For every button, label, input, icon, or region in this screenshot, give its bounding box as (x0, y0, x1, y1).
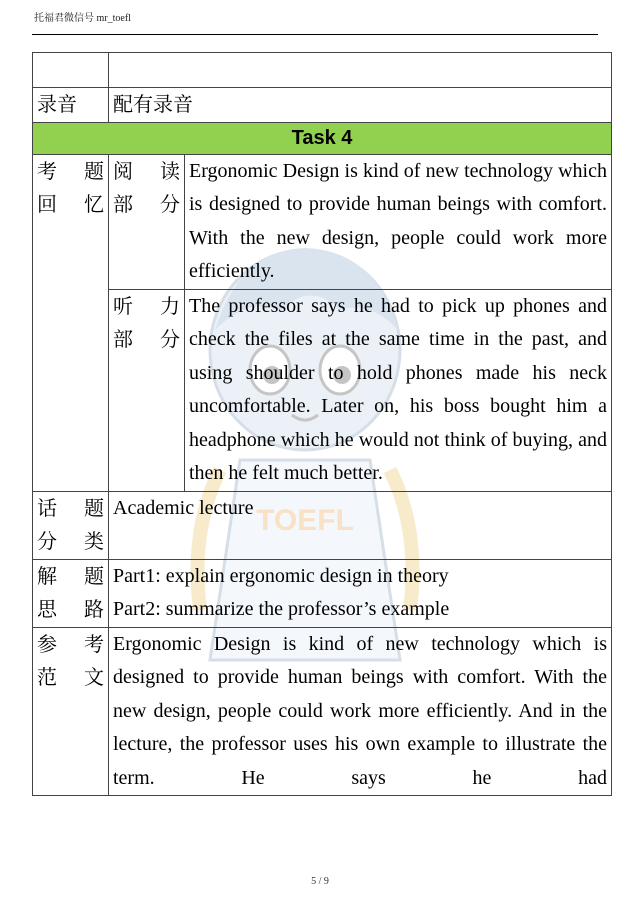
reading-text: Ergonomic Design is kind of new technology which is designed to provide human beings with comfort. With the new design, people could work more efficiently. (185, 154, 612, 289)
approach-cell (109, 559, 612, 627)
approach-row (33, 559, 612, 627)
recording-value: 配有录音 (109, 88, 612, 123)
recording-label: 录音 (33, 88, 109, 123)
listening-row (33, 289, 612, 491)
reading-row (33, 154, 612, 289)
approach-line-1: Part1: explain ergonomic design in theory (113, 564, 449, 587)
sample-text: Ergonomic Design is kind of new technology which is designed to provide human beings with comfort. With the new design, people could work more efficiently. And in the lecture, the professor uses his own example to illustrate the term. He says he had (109, 627, 612, 796)
topic-row (33, 491, 612, 559)
task-title: Task 4 (33, 122, 612, 154)
approach-label: 解 题 思路 (33, 559, 109, 627)
sample-label: 参 考 范文 (33, 627, 109, 796)
blank-cell-left (33, 53, 109, 88)
blank-row (33, 53, 612, 88)
header-divider (32, 34, 598, 35)
watermark-text: TOEFL (256, 504, 354, 537)
recall-label: 考 题 回忆 (33, 154, 109, 491)
listening-label: 听 力 部分 (109, 289, 185, 491)
task-title-row (33, 122, 612, 154)
listening-text: The professor says he had to pick up phones and check the files at the same time in the past, and using shoulder to hold phones made his neck uncomfortable. Later on, his boss bought him a headphone which he would not think of buying, and then he felt much better. (185, 289, 612, 491)
topic-value: Academic lecture (109, 491, 612, 559)
page-header: 托福君微信号 mr_toefl (34, 13, 131, 24)
approach-line-2: Part2: summarize the professor’s example (113, 598, 450, 620)
recording-row (33, 88, 612, 123)
page-number: 5 / 9 (311, 876, 329, 887)
topic-label: 话 题 分类 (33, 491, 109, 559)
reading-label: 阅 读 部分 (109, 154, 185, 289)
sample-row (33, 627, 612, 796)
blank-cell-right (109, 53, 612, 88)
content-table (32, 52, 612, 796)
